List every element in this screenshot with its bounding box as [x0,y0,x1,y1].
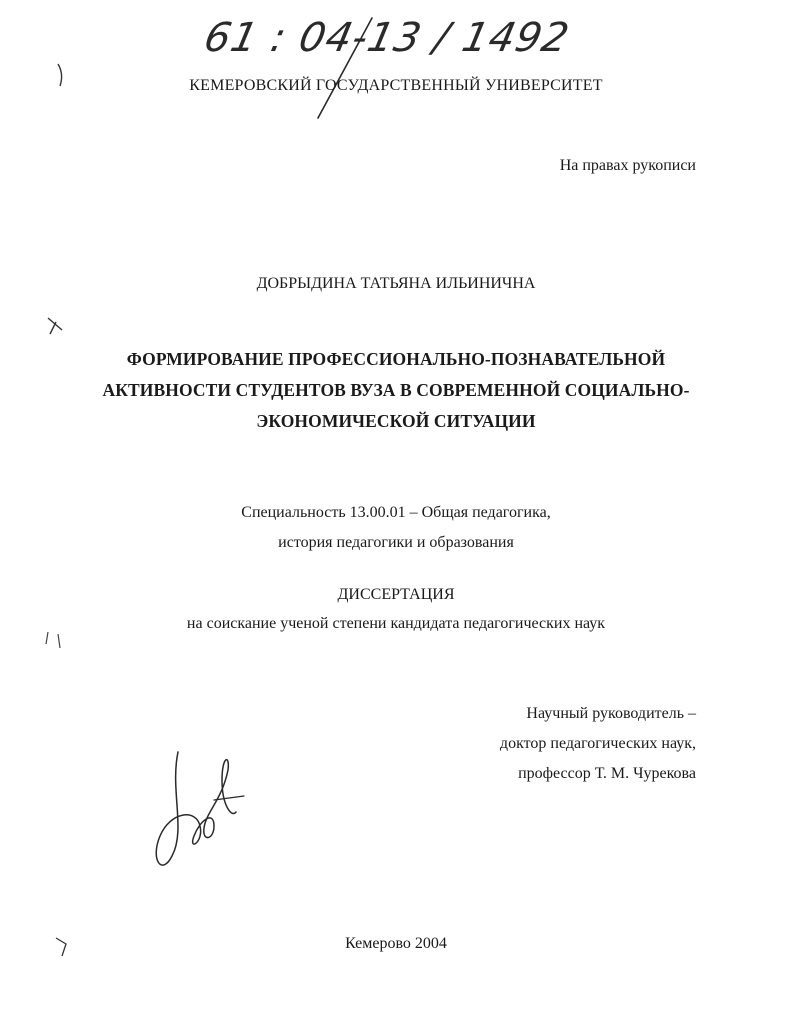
author-name: ДОБРЫДИНА ТАТЬЯНА ИЛЬИНИЧНА [256,275,536,292]
specialty-block [0,498,792,558]
specialty-line-1: Специальность 13.00.01 – Общая педагогика, [241,504,551,521]
specialty-line-2: история педагогики и образования [278,534,514,551]
title-line-1: ФОРМИРОВАНИЕ ПРОФЕССИОНАЛЬНО-ПОЗНАВАТЕЛЬНОЙ [126,349,666,369]
degree-line: на соискание ученой степени кандидата педагогических наук [186,615,606,632]
margin-mark-middle [46,632,60,648]
archive-stamp: 61 : 04-13 / 1492 [200,15,574,61]
title-line-2: АКТИВНОСТИ СТУДЕНТОВ ВУЗА В СОВРЕМЕННОЙ СОЦИАЛЬНО- [102,380,690,400]
rights-note: На правах рукописи [559,157,696,174]
supervisor-line-3: профессор Т. М. Чурекова [518,765,696,782]
supervisor-block [500,699,696,789]
margin-mark-upper [48,318,62,334]
place-year: Кемерово 2004 [345,935,447,952]
work-type: ДИССЕРТАЦИЯ [337,586,455,603]
dissertation-title [40,344,752,437]
supervisor-line-2: доктор педагогических наук, [499,735,696,752]
supervisor-line-1: Научный руководитель – [526,705,696,722]
archive-slash-mark [318,18,372,118]
university-name: КЕМЕРОВСКИЙ ГОСУДАРСТВЕННЫЙ УНИВЕРСИТЕТ [189,77,603,94]
signature-mark [156,752,236,865]
title-line-3: ЭКОНОМИЧЕСКОЙ СИТУАЦИИ [256,411,536,431]
